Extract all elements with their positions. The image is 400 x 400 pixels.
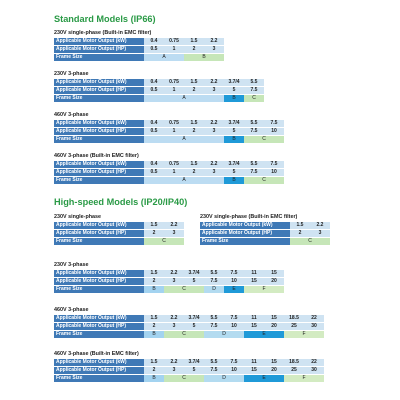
value-cell: 5	[224, 169, 244, 176]
value-cell: 18.5	[284, 315, 304, 322]
value-cell: 5	[184, 278, 204, 285]
value-cell: 0.75	[164, 79, 184, 86]
kw-row	[54, 120, 284, 127]
row-label: Applicable Motor Output (HP)	[54, 230, 144, 237]
spec-table	[54, 160, 284, 185]
value-cell: 20	[264, 367, 284, 374]
value-cell: 30	[304, 367, 324, 374]
row-label: Applicable Motor Output (kW)	[54, 270, 144, 277]
row-label: Frame Size	[54, 177, 144, 184]
value-cell: 2.2	[164, 359, 184, 366]
frame-cell: C	[164, 331, 204, 338]
value-cell: 15	[264, 270, 284, 277]
value-cell: 5	[184, 323, 204, 330]
value-cell: 15	[244, 323, 264, 330]
hp-row	[54, 169, 284, 176]
row-label: Frame Size	[54, 286, 144, 293]
value-cell: 7.5	[244, 128, 264, 135]
spec-table	[54, 37, 224, 62]
spec-table	[54, 358, 324, 383]
value-cell: 2	[144, 278, 164, 285]
value-cell: 15	[264, 315, 284, 322]
value-cell: 7.5	[224, 315, 244, 322]
value-cell: 3.7/4	[184, 359, 204, 366]
value-cell: 2	[290, 230, 310, 237]
value-cell: 2.2	[204, 38, 224, 45]
frame-cell: B	[224, 136, 244, 143]
value-cell: 22	[304, 315, 324, 322]
hp-row	[54, 87, 264, 94]
value-cell: 3.7/4	[184, 270, 204, 277]
kw-row	[54, 359, 324, 366]
value-cell: 25	[284, 367, 304, 374]
frame-cell: F	[284, 375, 324, 382]
value-cell: 5	[224, 128, 244, 135]
value-cell: 2.2	[204, 161, 224, 168]
value-cell: 5.5	[204, 270, 224, 277]
spec-table	[54, 314, 324, 339]
table-title: 460V 3-phase (Built-in EMC filter)	[54, 351, 139, 357]
value-cell: 3.7/4	[224, 79, 244, 86]
row-label: Frame Size	[200, 238, 290, 245]
value-cell: 1.5	[144, 359, 164, 366]
value-cell: 1	[164, 46, 184, 53]
value-cell: 10	[264, 128, 284, 135]
value-cell: 11	[244, 315, 264, 322]
value-cell: 1.5	[144, 270, 164, 277]
standard-models-heading: Standard Models (IP66)	[54, 14, 156, 24]
value-cell: 5.5	[204, 315, 224, 322]
value-cell: 7.5	[224, 270, 244, 277]
value-cell: 3.7/4	[224, 120, 244, 127]
value-cell: 0.4	[144, 120, 164, 127]
frame-row	[54, 177, 284, 184]
frame-row	[54, 54, 224, 61]
hp-row	[54, 128, 284, 135]
frame-cell: C	[244, 177, 284, 184]
value-cell: 5.5	[244, 161, 264, 168]
frame-cell: E	[224, 286, 244, 293]
value-cell: 3.7/4	[224, 161, 244, 168]
value-cell: 7.5	[204, 278, 224, 285]
value-cell: 10	[224, 367, 244, 374]
frame-row	[54, 95, 264, 102]
value-cell: 5.5	[244, 120, 264, 127]
value-cell: 2	[144, 230, 164, 237]
frame-cell: C	[290, 238, 330, 245]
hs-230v-1ph-block	[54, 213, 184, 246]
value-cell: 2.2	[310, 222, 330, 229]
value-cell: 7.5	[204, 367, 224, 374]
value-cell: 0.4	[144, 79, 164, 86]
kw-row	[54, 79, 264, 86]
hp-row	[54, 230, 184, 237]
value-cell: 3	[164, 367, 184, 374]
hs-460v-3ph-emc-block	[54, 350, 324, 383]
value-cell: 0.5	[144, 46, 164, 53]
std-230v-1ph-emc-block	[54, 29, 224, 62]
value-cell: 2.2	[164, 270, 184, 277]
value-cell: 7.5	[264, 120, 284, 127]
spec-table	[54, 269, 284, 294]
table-title: 230V single-phase	[54, 214, 102, 220]
table-title: 460V 3-phase	[54, 307, 89, 313]
row-label: Frame Size	[54, 54, 144, 61]
row-label: Applicable Motor Output (HP)	[200, 230, 290, 237]
frame-cell: B	[144, 286, 164, 293]
hp-row	[54, 367, 324, 374]
value-cell: 3	[204, 128, 224, 135]
frame-row	[54, 136, 284, 143]
value-cell: 1	[164, 87, 184, 94]
std-460v-3ph-emc-block	[54, 152, 284, 185]
frame-cell: E	[244, 375, 284, 382]
frame-cell: A	[144, 95, 224, 102]
value-cell: 10	[264, 169, 284, 176]
value-cell: 15	[264, 359, 284, 366]
value-cell: 5.5	[244, 79, 264, 86]
frame-row	[54, 375, 324, 382]
value-cell: 0.4	[144, 38, 164, 45]
value-cell: 3	[204, 87, 224, 94]
value-cell: 18.5	[284, 359, 304, 366]
table-title: 230V 3-phase	[54, 71, 89, 77]
value-cell: 2.2	[164, 315, 184, 322]
row-label: Applicable Motor Output (kW)	[54, 161, 144, 168]
value-cell: 3	[204, 169, 224, 176]
value-cell: 30	[304, 323, 324, 330]
value-cell: 2.2	[204, 79, 224, 86]
frame-row	[54, 238, 184, 245]
frame-cell: E	[244, 331, 284, 338]
frame-cell: F	[284, 331, 324, 338]
value-cell: 3	[164, 230, 184, 237]
value-cell: 2.2	[204, 120, 224, 127]
frame-row	[54, 286, 284, 293]
value-cell: 22	[304, 359, 324, 366]
kw-row	[54, 161, 284, 168]
kw-row	[54, 222, 184, 229]
kw-row	[54, 270, 284, 277]
frame-row	[200, 238, 330, 245]
value-cell: 1.5	[184, 161, 204, 168]
value-cell: 3	[204, 46, 224, 53]
row-label: Frame Size	[54, 375, 144, 382]
hp-row	[54, 323, 324, 330]
table-title: 230V single-phase (Built-in EMC filter)	[200, 214, 298, 220]
row-label: Applicable Motor Output (kW)	[200, 222, 290, 229]
hp-row	[54, 278, 284, 285]
row-label: Frame Size	[54, 95, 144, 102]
value-cell: 2	[184, 46, 204, 53]
value-cell: 20	[264, 323, 284, 330]
hs-460v-3ph-block	[54, 306, 324, 339]
kw-row	[54, 38, 224, 45]
value-cell: 2.2	[164, 222, 184, 229]
frame-cell: B	[224, 177, 244, 184]
value-cell: 11	[244, 359, 264, 366]
frame-cell: B	[144, 375, 164, 382]
hs-230v-3ph-block	[54, 261, 284, 294]
spec-table	[54, 221, 184, 246]
value-cell: 5	[224, 87, 244, 94]
frame-row	[54, 331, 324, 338]
value-cell: 1.5	[144, 222, 164, 229]
value-cell: 3.7/4	[184, 315, 204, 322]
spec-table	[54, 78, 264, 103]
frame-cell: A	[144, 177, 224, 184]
value-cell: 0.5	[144, 169, 164, 176]
value-cell: 10	[224, 323, 244, 330]
value-cell: 2	[184, 87, 204, 94]
value-cell: 10	[224, 278, 244, 285]
frame-cell: B	[224, 95, 244, 102]
frame-cell: D	[204, 286, 224, 293]
value-cell: 1.5	[290, 222, 310, 229]
value-cell: 15	[244, 278, 264, 285]
row-label: Applicable Motor Output (kW)	[54, 38, 144, 45]
std-230v-3ph-block	[54, 70, 264, 103]
value-cell: 7.5	[224, 359, 244, 366]
value-cell: 1.5	[144, 315, 164, 322]
value-cell: 3	[310, 230, 330, 237]
frame-cell: C	[244, 136, 284, 143]
row-label: Applicable Motor Output (HP)	[54, 87, 144, 94]
value-cell: 2	[144, 367, 164, 374]
value-cell: 0.75	[164, 120, 184, 127]
std-460v-3ph-block	[54, 111, 284, 144]
table-title: 230V 3-phase	[54, 262, 89, 268]
frame-cell: C	[244, 95, 264, 102]
value-cell: 20	[264, 278, 284, 285]
value-cell: 7.5	[204, 323, 224, 330]
row-label: Applicable Motor Output (HP)	[54, 323, 144, 330]
value-cell: 7.5	[244, 169, 264, 176]
kw-row	[200, 222, 330, 229]
frame-cell: B	[144, 331, 164, 338]
frame-cell: A	[144, 54, 184, 61]
spec-table	[200, 221, 330, 246]
row-label: Applicable Motor Output (HP)	[54, 46, 144, 53]
value-cell: 0.4	[144, 161, 164, 168]
frame-cell: B	[184, 54, 224, 61]
spec-table	[54, 119, 284, 144]
row-label: Frame Size	[54, 331, 144, 338]
value-cell: 7.5	[264, 161, 284, 168]
value-cell: 7.5	[244, 87, 264, 94]
table-title: 460V 3-phase (Built-in EMC filter)	[54, 153, 139, 159]
row-label: Applicable Motor Output (HP)	[54, 367, 144, 374]
value-cell: 2	[144, 323, 164, 330]
row-label: Applicable Motor Output (kW)	[54, 120, 144, 127]
hp-row	[200, 230, 330, 237]
value-cell: 1	[164, 128, 184, 135]
row-label: Applicable Motor Output (kW)	[54, 222, 144, 229]
value-cell: 0.5	[144, 128, 164, 135]
hs-230v-1ph-emc-block	[200, 213, 330, 246]
value-cell: 1.5	[184, 79, 204, 86]
row-label: Frame Size	[54, 136, 144, 143]
frame-cell: C	[164, 286, 204, 293]
row-label: Applicable Motor Output (kW)	[54, 359, 144, 366]
value-cell: 25	[284, 323, 304, 330]
frame-cell: F	[244, 286, 284, 293]
value-cell: 15	[244, 367, 264, 374]
value-cell: 0.75	[164, 38, 184, 45]
frame-cell: C	[164, 375, 204, 382]
row-label: Applicable Motor Output (HP)	[54, 169, 144, 176]
row-label: Frame Size	[54, 238, 144, 245]
value-cell: 1.5	[184, 120, 204, 127]
hp-row	[54, 46, 224, 53]
value-cell: 11	[244, 270, 264, 277]
table-title: 460V 3-phase	[54, 112, 89, 118]
row-label: Applicable Motor Output (HP)	[54, 278, 144, 285]
value-cell: 5.5	[204, 359, 224, 366]
value-cell: 0.75	[164, 161, 184, 168]
value-cell: 0.5	[144, 87, 164, 94]
row-label: Applicable Motor Output (kW)	[54, 79, 144, 86]
value-cell: 2	[184, 128, 204, 135]
kw-row	[54, 315, 324, 322]
highspeed-models-heading: High-speed Models (IP20/IP40)	[54, 197, 188, 207]
frame-cell: A	[144, 136, 224, 143]
row-label: Applicable Motor Output (HP)	[54, 128, 144, 135]
row-label: Applicable Motor Output (kW)	[54, 315, 144, 322]
value-cell: 1.5	[184, 38, 204, 45]
value-cell: 2	[184, 169, 204, 176]
frame-cell: C	[144, 238, 184, 245]
value-cell: 3	[164, 278, 184, 285]
value-cell: 5	[184, 367, 204, 374]
value-cell: 1	[164, 169, 184, 176]
frame-cell: D	[204, 375, 244, 382]
value-cell: 3	[164, 323, 184, 330]
frame-cell: D	[204, 331, 244, 338]
table-title: 230V single-phase (Built-in EMC filter)	[54, 30, 152, 36]
